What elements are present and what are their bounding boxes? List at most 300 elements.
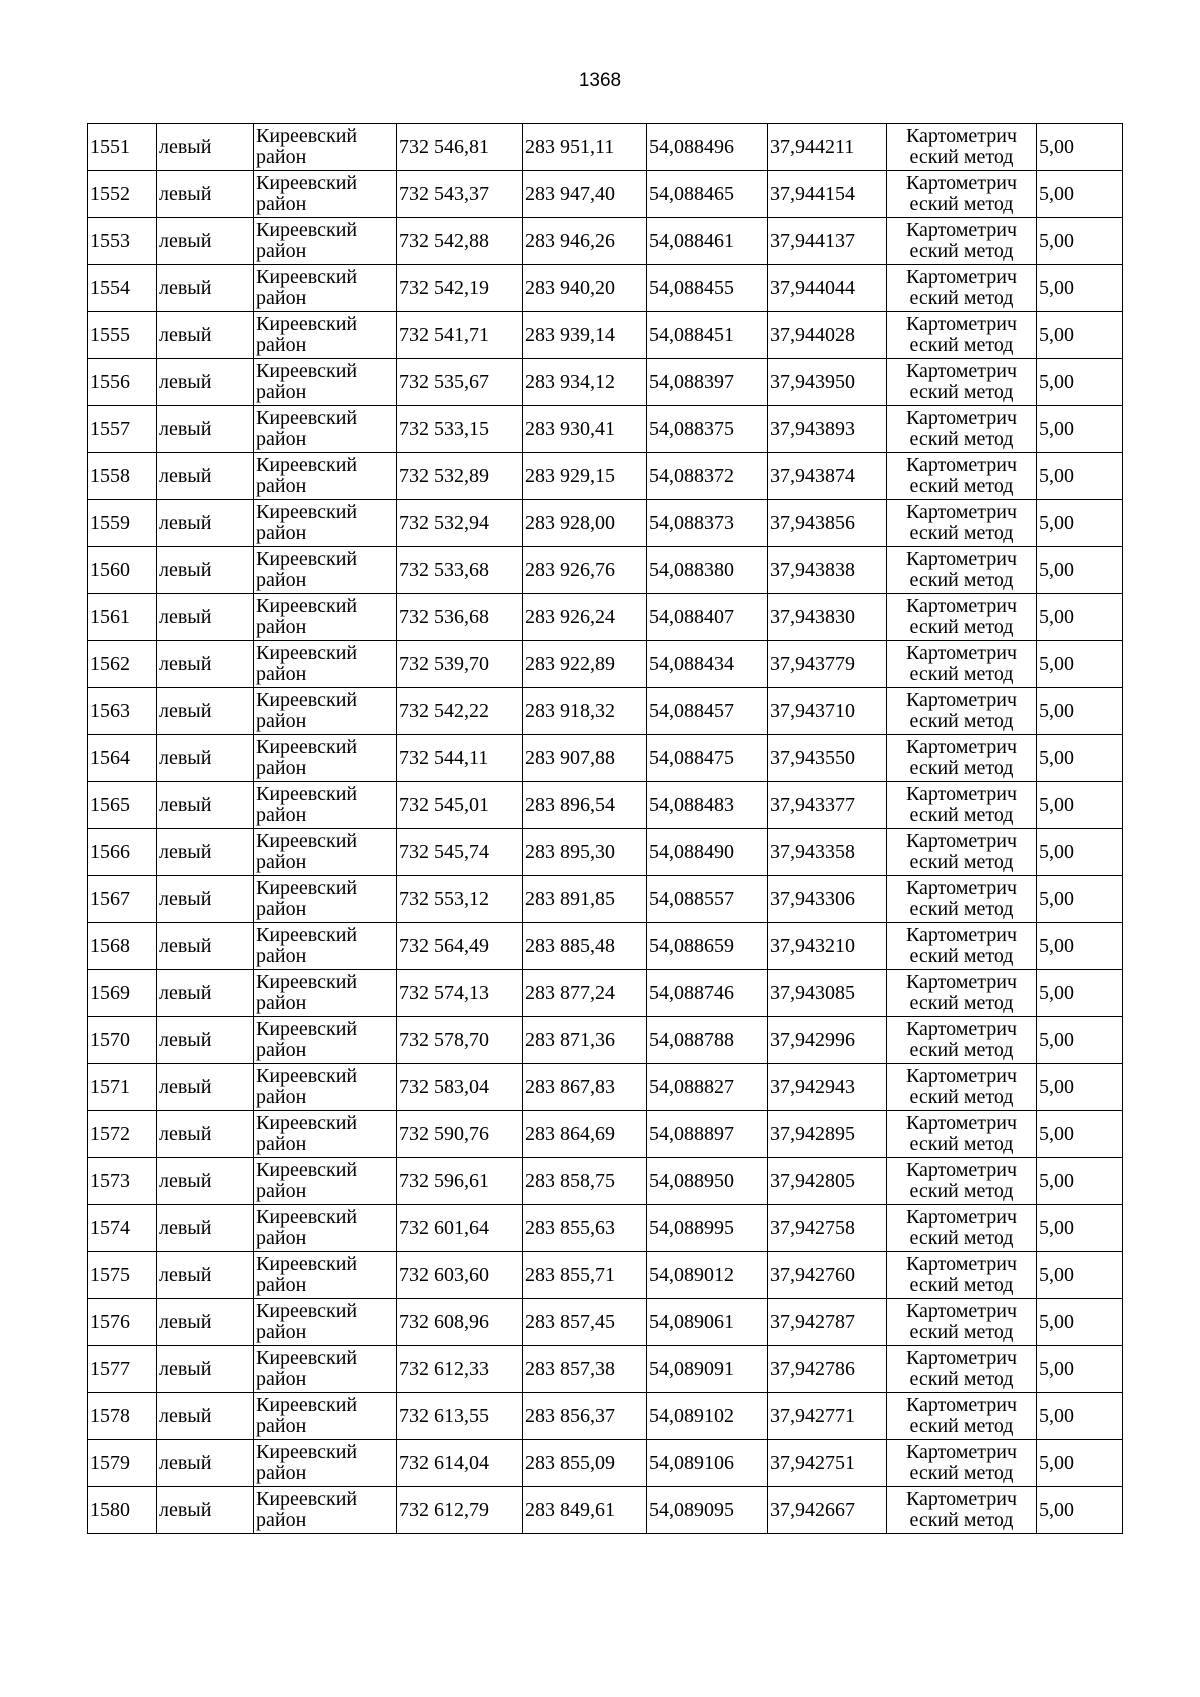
- accuracy-cell: 5,00: [1037, 782, 1123, 829]
- coord-y-cell: 283 871,36: [523, 1017, 647, 1064]
- district-cell: [254, 124, 397, 171]
- method-line: Картометрич: [905, 313, 1018, 335]
- district-cell: [254, 1252, 397, 1299]
- method-cell: [887, 265, 1037, 312]
- table-row: [88, 1205, 1123, 1252]
- district-cell: [254, 782, 397, 829]
- method-cell: [887, 312, 1037, 359]
- district-cell: [254, 312, 397, 359]
- district-line: район: [256, 569, 307, 591]
- accuracy-cell: 5,00: [1037, 171, 1123, 218]
- method-line: еский метод: [909, 193, 1014, 215]
- latitude-cell: 54,088457: [647, 688, 768, 735]
- longitude-cell: 37,944154: [768, 171, 887, 218]
- method-line: еский метод: [909, 475, 1014, 497]
- coord-y-cell: 283 858,75: [523, 1158, 647, 1205]
- district-line: Киреевский: [256, 1488, 358, 1510]
- method-line: Картометрич: [905, 360, 1018, 382]
- coordinates-table: [87, 123, 1123, 1534]
- district-line: Киреевский: [256, 1065, 358, 1087]
- method-line: Картометрич: [905, 219, 1018, 241]
- latitude-cell: 54,088475: [647, 735, 768, 782]
- bank-side-cell: левый: [157, 547, 254, 594]
- method-cell: [887, 1252, 1037, 1299]
- coord-x-cell: 732 543,37: [397, 171, 523, 218]
- coord-y-cell: 283 922,89: [523, 641, 647, 688]
- point-number-cell: 1577: [88, 1346, 157, 1393]
- district-line: Киреевский: [256, 1018, 358, 1040]
- bank-side-cell: левый: [157, 923, 254, 970]
- coord-y-cell: 283 926,76: [523, 547, 647, 594]
- point-number-cell: 1568: [88, 923, 157, 970]
- district-cell: [254, 1158, 397, 1205]
- latitude-cell: 54,089095: [647, 1487, 768, 1534]
- method-cell: [887, 735, 1037, 782]
- accuracy-cell: 5,00: [1037, 1252, 1123, 1299]
- longitude-cell: 37,942751: [768, 1440, 887, 1487]
- method-line: еский метод: [909, 1180, 1014, 1202]
- district-line: район: [256, 1368, 307, 1390]
- table-row: [88, 1158, 1123, 1205]
- district-line: район: [256, 193, 307, 215]
- bank-side-cell: левый: [157, 124, 254, 171]
- coord-x-cell: 732 546,81: [397, 124, 523, 171]
- coord-x-cell: 732 533,68: [397, 547, 523, 594]
- method-cell: [887, 641, 1037, 688]
- point-number-cell: 1557: [88, 406, 157, 453]
- district-line: Киреевский: [256, 1159, 358, 1181]
- point-number-cell: 1563: [88, 688, 157, 735]
- longitude-cell: 37,944211: [768, 124, 887, 171]
- longitude-cell: 37,942667: [768, 1487, 887, 1534]
- accuracy-cell: 5,00: [1037, 1205, 1123, 1252]
- coord-y-cell: 283 867,83: [523, 1064, 647, 1111]
- coord-y-cell: 283 857,38: [523, 1346, 647, 1393]
- latitude-cell: 54,088490: [647, 829, 768, 876]
- method-line: еский метод: [909, 1274, 1014, 1296]
- district-line: район: [256, 804, 307, 826]
- coord-y-cell: 283 885,48: [523, 923, 647, 970]
- table-row: [88, 1393, 1123, 1440]
- accuracy-cell: 5,00: [1037, 406, 1123, 453]
- bank-side-cell: левый: [157, 1017, 254, 1064]
- district-cell: [254, 359, 397, 406]
- accuracy-cell: 5,00: [1037, 312, 1123, 359]
- district-line: Киреевский: [256, 219, 358, 241]
- accuracy-cell: 5,00: [1037, 1487, 1123, 1534]
- method-cell: [887, 124, 1037, 171]
- district-line: район: [256, 1133, 307, 1155]
- longitude-cell: 37,943358: [768, 829, 887, 876]
- point-number-cell: 1558: [88, 453, 157, 500]
- method-cell: [887, 406, 1037, 453]
- coord-y-cell: 283 895,30: [523, 829, 647, 876]
- method-cell: [887, 1205, 1037, 1252]
- table-row: [88, 1111, 1123, 1158]
- district-cell: [254, 218, 397, 265]
- longitude-cell: 37,943210: [768, 923, 887, 970]
- table-row: [88, 782, 1123, 829]
- method-cell: [887, 1111, 1037, 1158]
- district-line: Киреевский: [256, 1112, 358, 1134]
- district-cell: [254, 1346, 397, 1393]
- accuracy-cell: 5,00: [1037, 1158, 1123, 1205]
- longitude-cell: 37,942787: [768, 1299, 887, 1346]
- accuracy-cell: 5,00: [1037, 1346, 1123, 1393]
- method-line: Картометрич: [905, 642, 1018, 664]
- district-line: район: [256, 475, 307, 497]
- coord-x-cell: 732 536,68: [397, 594, 523, 641]
- coord-x-cell: 732 613,55: [397, 1393, 523, 1440]
- district-line: Киреевский: [256, 266, 358, 288]
- method-line: Картометрич: [905, 1253, 1018, 1275]
- latitude-cell: 54,089061: [647, 1299, 768, 1346]
- coord-x-cell: 732 612,79: [397, 1487, 523, 1534]
- table-row: [88, 500, 1123, 547]
- latitude-cell: 54,088461: [647, 218, 768, 265]
- district-cell: [254, 1017, 397, 1064]
- longitude-cell: 37,942758: [768, 1205, 887, 1252]
- bank-side-cell: левый: [157, 1299, 254, 1346]
- table-row: [88, 688, 1123, 735]
- table-row: [88, 1252, 1123, 1299]
- district-line: Киреевский: [256, 548, 358, 570]
- method-line: еский метод: [909, 804, 1014, 826]
- method-line: Картометрич: [905, 783, 1018, 805]
- latitude-cell: 54,088950: [647, 1158, 768, 1205]
- latitude-cell: 54,088659: [647, 923, 768, 970]
- latitude-cell: 54,088407: [647, 594, 768, 641]
- longitude-cell: 37,943856: [768, 500, 887, 547]
- point-number-cell: 1566: [88, 829, 157, 876]
- longitude-cell: 37,943779: [768, 641, 887, 688]
- district-line: район: [256, 616, 307, 638]
- method-line: Картометрич: [905, 1065, 1018, 1087]
- bank-side-cell: левый: [157, 500, 254, 547]
- bank-side-cell: левый: [157, 265, 254, 312]
- coord-x-cell: 732 608,96: [397, 1299, 523, 1346]
- district-cell: [254, 688, 397, 735]
- accuracy-cell: 5,00: [1037, 735, 1123, 782]
- bank-side-cell: левый: [157, 829, 254, 876]
- table-row: [88, 735, 1123, 782]
- accuracy-cell: 5,00: [1037, 688, 1123, 735]
- longitude-cell: 37,943377: [768, 782, 887, 829]
- point-number-cell: 1556: [88, 359, 157, 406]
- bank-side-cell: левый: [157, 453, 254, 500]
- method-line: Картометрич: [905, 1206, 1018, 1228]
- table-row: [88, 547, 1123, 594]
- coord-y-cell: 283 856,37: [523, 1393, 647, 1440]
- accuracy-cell: 5,00: [1037, 1111, 1123, 1158]
- method-line: Картометрич: [905, 1159, 1018, 1181]
- accuracy-cell: 5,00: [1037, 641, 1123, 688]
- accuracy-cell: 5,00: [1037, 265, 1123, 312]
- coord-y-cell: 283 951,11: [523, 124, 647, 171]
- method-line: Картометрич: [905, 501, 1018, 523]
- coord-x-cell: 732 564,49: [397, 923, 523, 970]
- method-line: Картометрич: [905, 1394, 1018, 1416]
- accuracy-cell: 5,00: [1037, 547, 1123, 594]
- district-line: Киреевский: [256, 971, 358, 993]
- method-line: Картометрич: [905, 172, 1018, 194]
- district-line: район: [256, 1415, 307, 1437]
- table-row: [88, 171, 1123, 218]
- table-row: [88, 124, 1123, 171]
- coord-x-cell: 732 542,19: [397, 265, 523, 312]
- method-cell: [887, 500, 1037, 547]
- method-cell: [887, 359, 1037, 406]
- method-line: Картометрич: [905, 1347, 1018, 1369]
- accuracy-cell: 5,00: [1037, 359, 1123, 406]
- longitude-cell: 37,944137: [768, 218, 887, 265]
- longitude-cell: 37,942805: [768, 1158, 887, 1205]
- district-line: район: [256, 428, 307, 450]
- point-number-cell: 1579: [88, 1440, 157, 1487]
- table-row: [88, 923, 1123, 970]
- coord-y-cell: 283 849,61: [523, 1487, 647, 1534]
- coord-x-cell: 732 614,04: [397, 1440, 523, 1487]
- latitude-cell: 54,089102: [647, 1393, 768, 1440]
- method-line: еский метод: [909, 381, 1014, 403]
- accuracy-cell: 5,00: [1037, 594, 1123, 641]
- latitude-cell: 54,088373: [647, 500, 768, 547]
- district-line: Киреевский: [256, 689, 358, 711]
- longitude-cell: 37,943710: [768, 688, 887, 735]
- accuracy-cell: 5,00: [1037, 500, 1123, 547]
- method-line: Картометрич: [905, 595, 1018, 617]
- method-line: еский метод: [909, 1133, 1014, 1155]
- accuracy-cell: 5,00: [1037, 1440, 1123, 1487]
- latitude-cell: 54,089091: [647, 1346, 768, 1393]
- bank-side-cell: левый: [157, 359, 254, 406]
- method-line: еский метод: [909, 851, 1014, 873]
- table-row: [88, 594, 1123, 641]
- coord-x-cell: 732 544,11: [397, 735, 523, 782]
- method-line: еский метод: [909, 1227, 1014, 1249]
- table-row: [88, 453, 1123, 500]
- method-line: еский метод: [909, 428, 1014, 450]
- table-row: [88, 829, 1123, 876]
- point-number-cell: 1574: [88, 1205, 157, 1252]
- district-line: район: [256, 992, 307, 1014]
- district-line: Киреевский: [256, 830, 358, 852]
- point-number-cell: 1552: [88, 171, 157, 218]
- accuracy-cell: 5,00: [1037, 829, 1123, 876]
- point-number-cell: 1572: [88, 1111, 157, 1158]
- coord-x-cell: 732 578,70: [397, 1017, 523, 1064]
- bank-side-cell: левый: [157, 1111, 254, 1158]
- district-line: Киреевский: [256, 172, 358, 194]
- bank-side-cell: левый: [157, 1064, 254, 1111]
- latitude-cell: 54,088434: [647, 641, 768, 688]
- bank-side-cell: левый: [157, 876, 254, 923]
- method-line: еский метод: [909, 287, 1014, 309]
- district-line: Киреевский: [256, 783, 358, 805]
- district-line: Киреевский: [256, 642, 358, 664]
- point-number-cell: 1560: [88, 547, 157, 594]
- method-line: еский метод: [909, 240, 1014, 262]
- bank-side-cell: левый: [157, 970, 254, 1017]
- coord-y-cell: 283 857,45: [523, 1299, 647, 1346]
- method-line: Картометрич: [905, 689, 1018, 711]
- bank-side-cell: левый: [157, 641, 254, 688]
- district-line: район: [256, 287, 307, 309]
- coord-x-cell: 732 596,61: [397, 1158, 523, 1205]
- longitude-cell: 37,943830: [768, 594, 887, 641]
- coord-y-cell: 283 855,09: [523, 1440, 647, 1487]
- method-line: еский метод: [909, 1368, 1014, 1390]
- point-number-cell: 1569: [88, 970, 157, 1017]
- district-line: Киреевский: [256, 1347, 358, 1369]
- district-cell: [254, 1299, 397, 1346]
- point-number-cell: 1551: [88, 124, 157, 171]
- coord-x-cell: 732 590,76: [397, 1111, 523, 1158]
- coord-y-cell: 283 940,20: [523, 265, 647, 312]
- district-cell: [254, 641, 397, 688]
- method-line: еский метод: [909, 569, 1014, 591]
- point-number-cell: 1554: [88, 265, 157, 312]
- district-cell: [254, 1111, 397, 1158]
- district-line: район: [256, 381, 307, 403]
- accuracy-cell: 5,00: [1037, 1299, 1123, 1346]
- coord-x-cell: 732 612,33: [397, 1346, 523, 1393]
- point-number-cell: 1564: [88, 735, 157, 782]
- district-line: район: [256, 1274, 307, 1296]
- method-cell: [887, 970, 1037, 1017]
- district-line: Киреевский: [256, 1300, 358, 1322]
- district-cell: [254, 735, 397, 782]
- longitude-cell: 37,943950: [768, 359, 887, 406]
- method-cell: [887, 594, 1037, 641]
- district-line: Киреевский: [256, 595, 358, 617]
- latitude-cell: 54,088397: [647, 359, 768, 406]
- method-line: еский метод: [909, 992, 1014, 1014]
- latitude-cell: 54,088496: [647, 124, 768, 171]
- district-line: район: [256, 945, 307, 967]
- district-cell: [254, 594, 397, 641]
- method-cell: [887, 453, 1037, 500]
- district-line: Киреевский: [256, 407, 358, 429]
- latitude-cell: 54,088372: [647, 453, 768, 500]
- district-line: район: [256, 898, 307, 920]
- method-line: еский метод: [909, 146, 1014, 168]
- coord-y-cell: 283 929,15: [523, 453, 647, 500]
- table-row: [88, 312, 1123, 359]
- method-line: еский метод: [909, 1509, 1014, 1531]
- accuracy-cell: 5,00: [1037, 218, 1123, 265]
- latitude-cell: 54,088451: [647, 312, 768, 359]
- district-line: район: [256, 710, 307, 732]
- bank-side-cell: левый: [157, 1158, 254, 1205]
- coord-y-cell: 283 939,14: [523, 312, 647, 359]
- method-line: еский метод: [909, 1415, 1014, 1437]
- district-line: Киреевский: [256, 1394, 358, 1416]
- district-line: район: [256, 240, 307, 262]
- longitude-cell: 37,942771: [768, 1393, 887, 1440]
- bank-side-cell: левый: [157, 735, 254, 782]
- coord-x-cell: 732 532,94: [397, 500, 523, 547]
- table-row: [88, 359, 1123, 406]
- district-cell: [254, 970, 397, 1017]
- method-line: еский метод: [909, 616, 1014, 638]
- longitude-cell: 37,943874: [768, 453, 887, 500]
- method-line: еский метод: [909, 898, 1014, 920]
- bank-side-cell: левый: [157, 782, 254, 829]
- point-number-cell: 1571: [88, 1064, 157, 1111]
- longitude-cell: 37,942895: [768, 1111, 887, 1158]
- district-line: район: [256, 146, 307, 168]
- latitude-cell: 54,088827: [647, 1064, 768, 1111]
- method-line: еский метод: [909, 1321, 1014, 1343]
- method-cell: [887, 1299, 1037, 1346]
- point-number-cell: 1562: [88, 641, 157, 688]
- method-line: Картометрич: [905, 266, 1018, 288]
- point-number-cell: 1567: [88, 876, 157, 923]
- district-cell: [254, 876, 397, 923]
- coord-y-cell: 283 896,54: [523, 782, 647, 829]
- accuracy-cell: 5,00: [1037, 453, 1123, 500]
- method-line: Картометрич: [905, 1488, 1018, 1510]
- district-cell: [254, 406, 397, 453]
- method-line: Картометрич: [905, 736, 1018, 758]
- point-number-cell: 1559: [88, 500, 157, 547]
- method-line: Картометрич: [905, 454, 1018, 476]
- method-line: Картометрич: [905, 1018, 1018, 1040]
- method-line: еский метод: [909, 1086, 1014, 1108]
- bank-side-cell: левый: [157, 171, 254, 218]
- accuracy-cell: 5,00: [1037, 1393, 1123, 1440]
- method-line: еский метод: [909, 522, 1014, 544]
- method-cell: [887, 688, 1037, 735]
- table-row: [88, 876, 1123, 923]
- accuracy-cell: 5,00: [1037, 1064, 1123, 1111]
- district-line: район: [256, 1086, 307, 1108]
- method-line: еский метод: [909, 757, 1014, 779]
- coord-y-cell: 283 855,71: [523, 1252, 647, 1299]
- method-line: Картометрич: [905, 971, 1018, 993]
- method-cell: [887, 782, 1037, 829]
- district-cell: [254, 1393, 397, 1440]
- district-line: район: [256, 1227, 307, 1249]
- bank-side-cell: левый: [157, 688, 254, 735]
- method-line: Картометрич: [905, 1300, 1018, 1322]
- coord-y-cell: 283 891,85: [523, 876, 647, 923]
- coord-y-cell: 283 930,41: [523, 406, 647, 453]
- point-number-cell: 1555: [88, 312, 157, 359]
- district-line: район: [256, 334, 307, 356]
- table-row: [88, 641, 1123, 688]
- method-cell: [887, 876, 1037, 923]
- bank-side-cell: левый: [157, 1252, 254, 1299]
- district-cell: [254, 1440, 397, 1487]
- coord-x-cell: 732 535,67: [397, 359, 523, 406]
- coord-x-cell: 732 541,71: [397, 312, 523, 359]
- point-number-cell: 1570: [88, 1017, 157, 1064]
- district-cell: [254, 1064, 397, 1111]
- district-cell: [254, 453, 397, 500]
- bank-side-cell: левый: [157, 1205, 254, 1252]
- latitude-cell: 54,088897: [647, 1111, 768, 1158]
- bank-side-cell: левый: [157, 218, 254, 265]
- table-row: [88, 406, 1123, 453]
- coord-y-cell: 283 947,40: [523, 171, 647, 218]
- point-number-cell: 1553: [88, 218, 157, 265]
- latitude-cell: 54,088465: [647, 171, 768, 218]
- coord-x-cell: 732 542,22: [397, 688, 523, 735]
- longitude-cell: 37,942996: [768, 1017, 887, 1064]
- longitude-cell: 37,942786: [768, 1346, 887, 1393]
